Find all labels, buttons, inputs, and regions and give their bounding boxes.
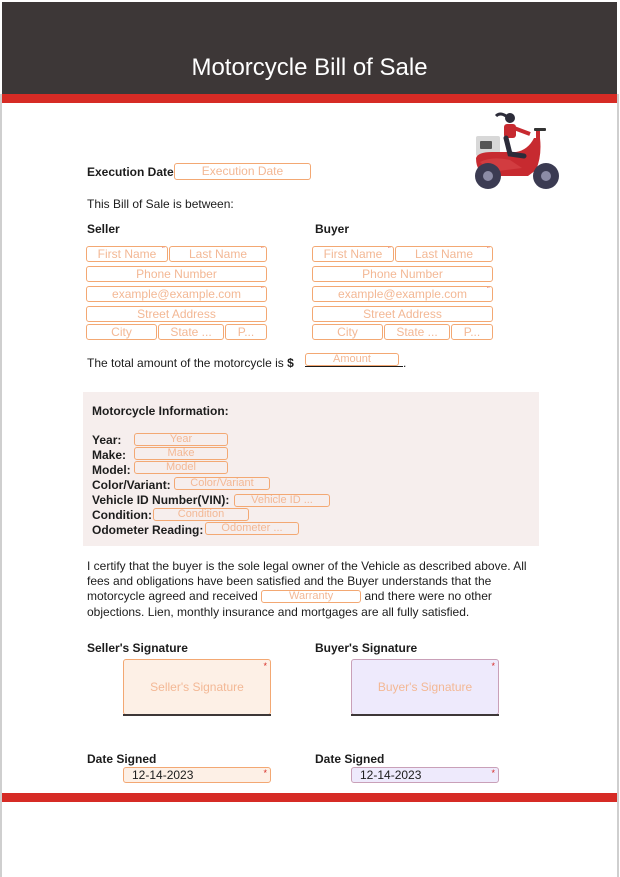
buyer-signature-box[interactable]: Buyer's Signature * xyxy=(351,659,499,715)
page-right-edge xyxy=(617,94,619,877)
seller-signature-line xyxy=(123,714,271,716)
execution-date-label: Execution Date xyxy=(87,165,174,179)
seller-city-input[interactable]: City xyxy=(86,324,157,340)
seller-postal-input[interactable]: P... xyxy=(225,324,267,340)
amount-currency: $ xyxy=(287,356,294,370)
year-input[interactable]: Year xyxy=(134,433,228,446)
model-label: Model: xyxy=(92,463,131,477)
seller-state-input[interactable]: State ... xyxy=(158,324,224,340)
buyer-postal-input[interactable]: P... xyxy=(451,324,493,340)
warranty-input[interactable]: Warranty xyxy=(261,590,361,603)
header-accent-bar xyxy=(2,94,617,103)
odometer-input[interactable]: Odometer ... xyxy=(205,522,299,535)
buyer-phone-input[interactable]: Phone Number xyxy=(312,266,493,282)
seller-date-input[interactable]: 12-14-2023 * xyxy=(123,767,271,783)
odometer-label: Odometer Reading: xyxy=(92,523,204,537)
seller-last-name-input[interactable]: Last Name * xyxy=(169,246,267,262)
amount-prefix: The total amount of the motorcycle is xyxy=(87,356,284,370)
amount-input[interactable]: Amount xyxy=(305,353,399,366)
seller-signature-box[interactable]: Seller's Signature * xyxy=(123,659,271,715)
page-title: Motorcycle Bill of Sale xyxy=(191,54,428,81)
seller-heading: Seller xyxy=(87,222,120,236)
buyer-state-input[interactable]: State ... xyxy=(384,324,450,340)
footer-accent-bar xyxy=(2,793,617,802)
motorcycle-info-heading: Motorcycle Information: xyxy=(92,404,229,418)
amount-underline xyxy=(305,366,403,367)
year-label: Year: xyxy=(92,433,122,447)
vin-input[interactable]: Vehicle ID ... xyxy=(234,494,330,507)
buyer-first-name-input[interactable]: First Name * xyxy=(312,246,394,262)
condition-input[interactable]: Condition xyxy=(153,508,249,521)
seller-first-name-input[interactable]: First Name * xyxy=(86,246,168,262)
make-label: Make: xyxy=(92,448,127,462)
certification-text-1: I certify that the buyer is the sole legal owner of the Vehicle as described above. All fees and obligations have been satisfied and the Buyer understands that the motorcycle agreed and received xyxy=(87,559,527,604)
buyer-last-name-input[interactable]: Last Name * xyxy=(395,246,493,262)
page-left-edge xyxy=(0,94,2,877)
buyer-signature-line xyxy=(351,714,499,716)
seller-email-input[interactable]: example@example.com * xyxy=(86,286,267,302)
buyer-email-input[interactable]: example@example.com * xyxy=(312,286,493,302)
make-input[interactable]: Make xyxy=(134,447,228,460)
buyer-signature-heading: Buyer's Signature xyxy=(315,641,418,655)
certification-text-2: and there were no other objections. Lien, monthly insurance and mortgages are all fully satisfied. xyxy=(87,589,492,619)
condition-label: Condition: xyxy=(92,508,152,522)
buyer-city-input[interactable]: City xyxy=(312,324,383,340)
seller-street-input[interactable]: Street Address xyxy=(86,306,267,322)
buyer-street-input[interactable]: Street Address xyxy=(312,306,493,322)
seller-signature-heading: Seller's Signature xyxy=(87,641,188,655)
color-input[interactable]: Color/Variant xyxy=(174,477,270,490)
buyer-date-input[interactable]: 12-14-2023 * xyxy=(351,767,499,783)
amount-sentence xyxy=(87,356,294,370)
seller-phone-input[interactable]: Phone Number xyxy=(86,266,267,282)
buyer-date-label: Date Signed xyxy=(315,752,385,766)
header xyxy=(2,2,617,94)
scooter-rider-icon xyxy=(470,112,562,192)
buyer-heading: Buyer xyxy=(315,222,350,236)
intro-text: This Bill of Sale is between: xyxy=(87,197,234,211)
vin-label: Vehicle ID Number(VIN): xyxy=(92,493,230,507)
execution-date-input[interactable]: Execution Date xyxy=(174,163,311,180)
seller-date-label: Date Signed xyxy=(87,752,157,766)
certification-paragraph xyxy=(87,559,537,620)
model-input[interactable]: Model xyxy=(134,461,228,474)
amount-suffix: . xyxy=(403,356,407,370)
color-label: Color/Variant: xyxy=(92,478,171,492)
